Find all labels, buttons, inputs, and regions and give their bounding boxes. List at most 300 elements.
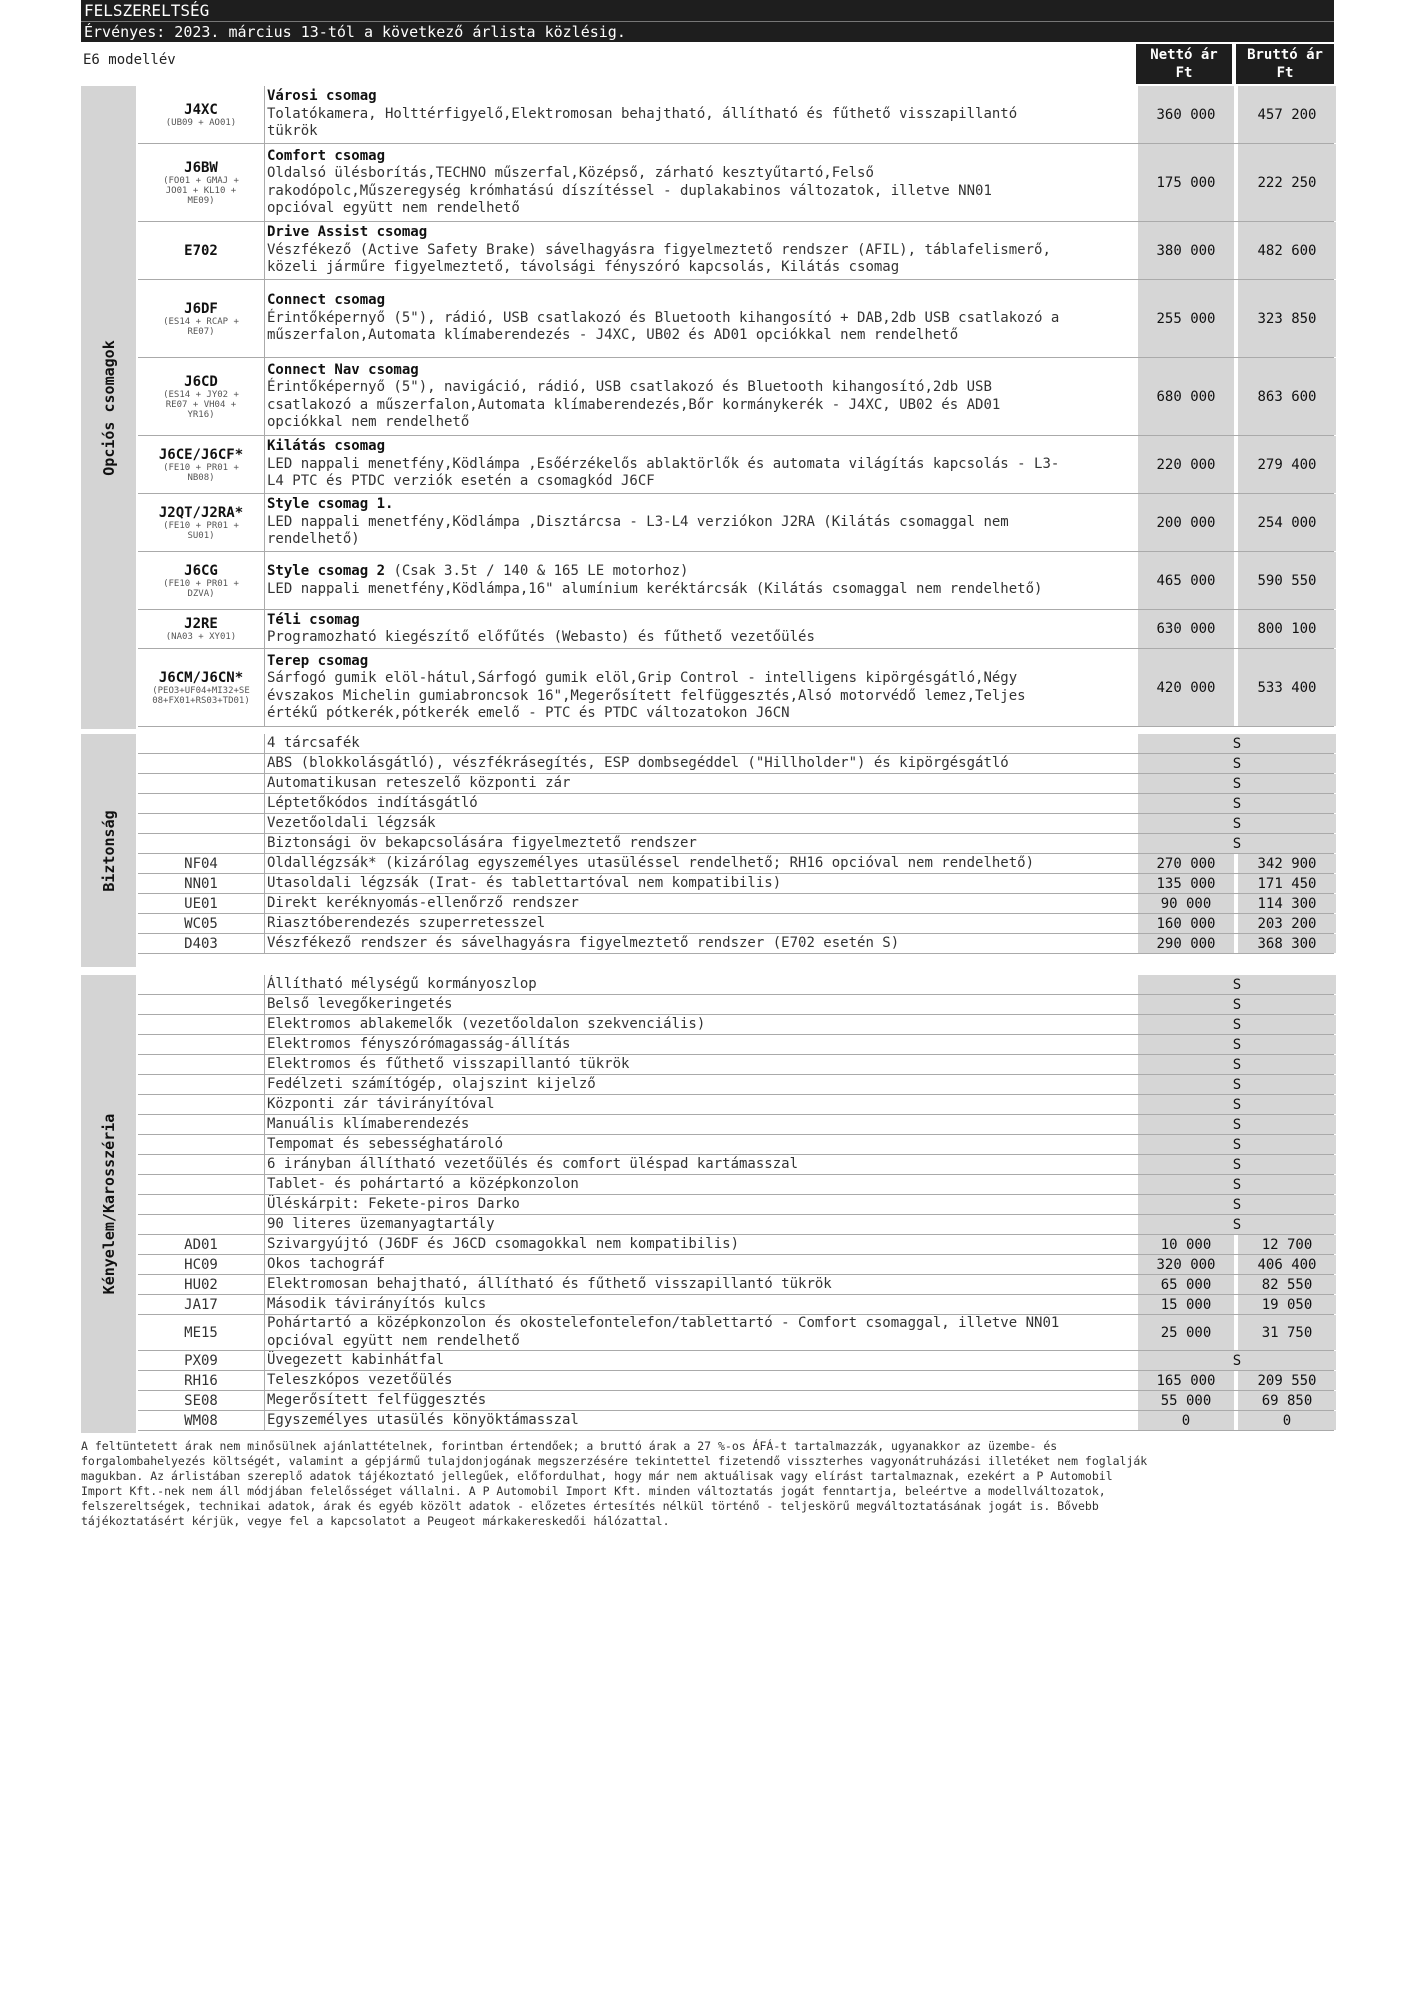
disclaimer-line: Import Kft.-nek nem áll módjában felelősséget vállalni. A P Automobil Import Kft. minden változtatás jogát fenntartja, beleértve a modellváltozatok, [81, 1484, 1106, 1498]
package-title: Városi csomag [267, 88, 377, 105]
package-title: Terep csomag [267, 652, 369, 669]
equipment-row [138, 734, 1334, 754]
package-description-line: évszakos Michelin gumiabroncsok 16",Megerősített felfüggesztés,Alsó motorvédő lemez,Teljes [267, 687, 1026, 704]
equipment-row [138, 914, 1334, 934]
package-code-cell [138, 144, 264, 221]
equipment-row [138, 1315, 1334, 1351]
equipment-description-line: Szivargyújtó (J6DF és J6CD csomagokkal nem kompatibilis) [267, 1235, 740, 1252]
disclaimer-line: felszereltségek, technikai adatok, árak és egyéb közölt adatok - előzetes értesítés nélkül történő - teljeskörű megváltoztatásának jogát is. Bővebb [81, 1499, 1099, 1513]
package-components: NB08) [187, 472, 215, 483]
section-label: Biztonság [99, 809, 118, 892]
option-code [138, 975, 264, 994]
package-row [138, 610, 1334, 649]
disclaimer-line: forgalombahelyezés költségét, valamint a gépjármű tulajdonjogának megszerzésére tekintettel fizetendő visszterhes vagyonátruházási illetéket nem foglalják [81, 1454, 1148, 1468]
net-price: 270 000 [1138, 854, 1234, 873]
package-code-cell [138, 280, 264, 357]
package-description-line: L4 PTC és PTDC verziók esetén a csomagkód J6CF [267, 473, 655, 490]
equipment-description [264, 794, 1137, 813]
equipment-description [264, 894, 1137, 913]
section-label-box [81, 86, 136, 729]
equipment-row [138, 1295, 1334, 1315]
standard-mark: S [1138, 1351, 1336, 1370]
net-price: 55 000 [1138, 1391, 1234, 1410]
equipment-row [138, 1055, 1334, 1075]
net-header-line1: Nettó ár [1150, 47, 1218, 63]
package-code-cell [138, 649, 264, 726]
gross-price: 590 550 [1238, 552, 1336, 609]
package-description-line: tükrök [267, 123, 318, 140]
option-code [138, 1055, 264, 1074]
equipment-description [264, 1015, 1137, 1034]
package-components: SU01) [187, 530, 215, 541]
package-components: (ES14 + JY02 + [163, 389, 239, 400]
equipment-description-line: Vezetőoldali légzsák [267, 814, 436, 831]
package-row [138, 649, 1334, 727]
package-code: J6CG [184, 562, 218, 579]
package-code: J6CM/J6CN* [158, 669, 244, 686]
standard-mark: S [1138, 1035, 1336, 1054]
net-price: 380 000 [1138, 222, 1234, 279]
standard-mark: S [1138, 814, 1336, 833]
package-description-line: műszerfalon,Automata klímaberendezés - J4XC, UB02 és AD01 opciókkal nem rendelhető [267, 327, 959, 344]
equipment-description-line: opcióval együtt nem rendelhető [267, 1332, 520, 1349]
equipment-description [264, 1115, 1137, 1134]
option-code [138, 1095, 264, 1114]
package-description-line: LED nappali menetfény,Ködlámpa,16" alumínium keréktárcsák (Kilátás csomaggal nem rendelhető) [267, 580, 1043, 597]
option-code: UE01 [184, 895, 218, 912]
package-row [138, 494, 1334, 552]
section-label-box [81, 975, 136, 1433]
package-code: J6BW [184, 159, 218, 176]
equipment-description-line: Okos tachográf [267, 1255, 386, 1272]
equipment-description [264, 975, 1137, 994]
gross-price: 254 000 [1238, 494, 1336, 551]
package-description-line: Érintőképernyő (5"), navigáció, rádió, USB csatlakozó és Bluetooth kihangosító,2db USB [267, 379, 992, 395]
option-code [138, 1035, 264, 1054]
equipment-description [264, 1295, 1137, 1314]
package-components: (FO01 + GMAJ + [163, 175, 239, 186]
equipment-description [264, 1035, 1137, 1054]
gross-price: 19 050 [1238, 1295, 1336, 1314]
equipment-row [138, 1411, 1334, 1431]
page-title: FELSZERELTSÉG [84, 1, 210, 20]
package-title-line [267, 653, 1137, 671]
package-row [138, 552, 1334, 610]
equipment-description-line: 6 irányban állítható vezetőülés és comfort üléspad kartámasszal [267, 1155, 799, 1172]
equipment-description [264, 1411, 1137, 1430]
equipment-row [138, 1155, 1334, 1175]
package-title: Style csomag 1. [267, 496, 394, 513]
section-label: Opciós csomagok [99, 339, 118, 476]
equipment-row [138, 894, 1334, 914]
option-code: D403 [184, 935, 218, 952]
package-title: Drive Assist csomag [267, 224, 428, 241]
package-description [264, 280, 1137, 357]
net-price: 200 000 [1138, 494, 1234, 551]
option-code [138, 834, 264, 853]
header-bar [81, 0, 1334, 42]
gross-price: 171 450 [1238, 874, 1336, 893]
package-description-line: Vészfékező (Active Safety Brake) sávelhagyásra figyelmeztető rendszer (AFIL), táblafelismerő, [267, 241, 1051, 258]
equipment-row [138, 1175, 1334, 1195]
standard-mark: S [1138, 1175, 1336, 1194]
package-description-line: rendelhető) [267, 531, 360, 548]
equipment-row [138, 1215, 1334, 1235]
equipment-row [138, 1095, 1334, 1115]
equipment-description-line: Manuális klímaberendezés [267, 1115, 470, 1132]
gross-price: 323 850 [1238, 280, 1336, 357]
package-components: ME09) [187, 195, 215, 206]
gross-price: 863 600 [1238, 358, 1336, 435]
package-code-cell [138, 552, 264, 609]
package-description-line: Érintőképernyő (5"), rádió, USB csatlakozó és Bluetooth kihangosító + DAB,2db USB csatlakozó a [267, 309, 1060, 326]
gross-header-line2: Ft [1276, 65, 1294, 81]
option-code: WM08 [184, 1412, 218, 1429]
equipment-description-line: Utasoldali légzsák (Irat- és tablettartóval nem kompatibilis) [267, 874, 782, 891]
equipment-description-line: Állítható mélységű kormányoszlop [267, 975, 537, 992]
equipment-description-line: Elektromosan behajtható, állítható és fűthető visszapillantó tükrök [267, 1275, 832, 1292]
equipment-row [138, 995, 1334, 1015]
package-row [138, 222, 1334, 280]
equipment-description [264, 854, 1137, 873]
package-components: (NA03 + XY01) [165, 632, 237, 642]
disclaimer-line: tájékoztatásért kérjük, vegye fel a kapcsolatot a Peugeot márkakereskedői hálózattal. [81, 1514, 670, 1528]
equipment-description [264, 1075, 1137, 1094]
package-description [264, 144, 1137, 221]
equipment-description-line: Riasztóberendezés szuperretesszel [267, 914, 546, 931]
package-description-line: csatlakozó a műszerfalon,Automata klímaberendezés,Bőr kormánykerék - J4XC, UB02 és AD01 [267, 396, 1001, 413]
equipment-description [264, 874, 1137, 893]
equipment-description [264, 1155, 1137, 1174]
equipment-description-line: Elektromos és fűthető visszapillantó tükrök [267, 1055, 630, 1072]
option-code [138, 754, 264, 773]
package-components: (PEO3+UF04+MI32+SE [152, 685, 250, 696]
package-description [264, 358, 1137, 435]
option-code: NF04 [184, 855, 218, 872]
standard-mark: S [1138, 1055, 1336, 1074]
net-price: 15 000 [1138, 1295, 1234, 1314]
standard-mark: S [1138, 774, 1336, 793]
equipment-row [138, 1371, 1334, 1391]
package-description [264, 494, 1137, 551]
package-components: 08+FX01+RS03+TD01) [152, 695, 250, 706]
package-code-cell [138, 494, 264, 551]
package-description-line: opciókkal nem rendelhető [267, 414, 470, 430]
package-components: RE07 + VH04 + [165, 399, 237, 410]
equipment-description-line: Léptetőkódos indításgátló [267, 794, 478, 811]
package-title: Style csomag 2 [267, 563, 386, 579]
equipment-description-line: Automatikusan reteszelő központi zár [267, 774, 571, 791]
equipment-row [138, 1391, 1334, 1411]
equipment-description-line: Központi zár távirányítóval [267, 1095, 495, 1112]
package-components: (FE10 + PR01 + [163, 462, 239, 473]
package-description-line: opcióval együtt nem rendelhető [267, 200, 520, 216]
equipment-description [264, 914, 1137, 933]
equipment-description [264, 1055, 1137, 1074]
gross-price: 69 850 [1238, 1391, 1336, 1410]
option-code [138, 995, 264, 1014]
option-code [138, 794, 264, 813]
net-price: 255 000 [1138, 280, 1234, 357]
net-price: 25 000 [1138, 1315, 1234, 1350]
package-description [264, 86, 1137, 143]
standard-mark: S [1138, 794, 1336, 813]
package-code-cell [138, 436, 264, 493]
equipment-description [264, 1255, 1137, 1274]
equipment-row [138, 975, 1334, 995]
equipment-description [264, 995, 1137, 1014]
package-code-cell [138, 610, 264, 648]
net-price: 290 000 [1138, 934, 1234, 953]
package-title: Téli csomag [267, 611, 360, 628]
standard-mark: S [1138, 1075, 1336, 1094]
equipment-description [264, 1315, 1137, 1350]
option-code [138, 1155, 264, 1174]
package-title-line [267, 224, 1137, 242]
package-components: (FE10 + PR01 + [163, 520, 239, 531]
section-label: Kényelem/Karosszéria [99, 1113, 118, 1295]
package-description [264, 436, 1137, 493]
equipment-description-line: Teleszkópos vezetőülés [267, 1371, 453, 1388]
equipment-description [264, 774, 1137, 793]
package-code: J6DF [184, 300, 218, 317]
equipment-row [138, 1135, 1334, 1155]
equipment-row [138, 934, 1334, 954]
gross-price: 114 300 [1238, 894, 1336, 913]
package-row [138, 358, 1334, 436]
equipment-description [264, 754, 1137, 773]
package-description-line: közeli járműre figyelmeztető, távolsági fényszóró kapcsolás, Kilátás csomag [267, 259, 900, 276]
model-year: E6 modellév [83, 52, 176, 68]
disclaimer-line: magukban. Az árlistában szereplő adatok tájékoztató jellegűek, előfordulhat, hogy már nem aktuálisak vagy elírást tartalmaznak, ezekért a P Automobil [81, 1469, 1113, 1483]
equipment-description [264, 1391, 1137, 1410]
equipment-description [264, 1195, 1137, 1214]
equipment-description [264, 1351, 1137, 1370]
option-code: PX09 [184, 1352, 218, 1369]
equipment-row [138, 1235, 1334, 1255]
gross-price: 0 [1238, 1411, 1336, 1430]
package-code: J4XC [184, 101, 218, 118]
package-title-line [267, 612, 1137, 630]
net-price-header [1136, 44, 1232, 84]
equipment-description [264, 1175, 1137, 1194]
option-code [138, 814, 264, 833]
equipment-row [138, 794, 1334, 814]
net-price: 630 000 [1138, 610, 1234, 648]
net-header-line2: Ft [1175, 65, 1193, 81]
gross-price: 12 700 [1238, 1235, 1336, 1254]
equipment-row [138, 1115, 1334, 1135]
package-code: J6CD [184, 373, 218, 390]
equipment-description-line: Üléskárpit: Fekete-piros Darko [267, 1195, 520, 1212]
package-row [138, 280, 1334, 358]
option-code: ME15 [184, 1324, 218, 1341]
equipment-description [264, 1275, 1137, 1294]
package-description-line: LED nappali menetfény,Ködlámpa ,Esőérzékelős ablaktörlők és automata világítás kapcsolás - L3- [267, 455, 1060, 472]
net-price: 320 000 [1138, 1255, 1234, 1274]
package-description [264, 552, 1137, 609]
net-price: 680 000 [1138, 358, 1234, 435]
section-label-box [81, 734, 136, 967]
net-price: 165 000 [1138, 1371, 1234, 1390]
gross-price: 457 200 [1238, 86, 1336, 143]
equipment-description-line: Vészfékező rendszer és sávelhagyásra figyelmeztető rendszer (E702 esetén S) [267, 934, 900, 951]
equipment-description [264, 1235, 1137, 1254]
net-price: 465 000 [1138, 552, 1234, 609]
equipment-row [138, 1075, 1334, 1095]
package-title-line [267, 496, 1137, 514]
equipment-row [138, 754, 1334, 774]
package-title-note: (Csak 3.5t / 140 & 165 LE motorhoz) [385, 563, 689, 579]
disclaimer [81, 1439, 1341, 1529]
equipment-description [264, 934, 1137, 953]
package-code: J2RE [184, 616, 218, 632]
disclaimer-line: A feltüntetett árak nem minősülnek ajánlattételnek, forintban értendőek; a bruttó árak a 27 %-os ÁFÁ-t tartalmazzák, ugyanakkor az üzembe- és [81, 1439, 1058, 1453]
package-title: Connect Nav csomag [267, 361, 419, 378]
equipment-description-line: Második távirányítós kulcs [267, 1295, 487, 1312]
equipment-description [264, 814, 1137, 833]
package-components: (ES14 + RCAP + [163, 316, 239, 327]
net-price: 220 000 [1138, 436, 1234, 493]
equipment-description-line: 4 tárcsafék [267, 734, 360, 751]
equipment-description-line: Tablet- és pohártartó a középkonzolon [267, 1175, 579, 1192]
package-title: Connect csomag [267, 292, 386, 309]
package-code-cell [138, 358, 264, 435]
package-description-line: rakodópolc,Műszeregység krómhatású díszítéssel - duplakabinos változatok, illetve NN01 [267, 182, 992, 199]
section-comfort-body [81, 975, 1334, 1433]
net-price: 65 000 [1138, 1275, 1234, 1294]
package-row [138, 436, 1334, 494]
equipment-description-line: Egyszemélyes utasülés könyöktámasszal [267, 1411, 579, 1428]
package-components: YR16) [187, 409, 215, 420]
package-title-line [267, 563, 1137, 581]
gross-price: 279 400 [1238, 436, 1336, 493]
option-code [138, 1015, 264, 1034]
equipment-description [264, 834, 1137, 853]
standard-mark: S [1138, 975, 1336, 994]
package-title-line [267, 88, 1137, 106]
equipment-row [138, 1035, 1334, 1055]
standard-mark: S [1138, 995, 1336, 1014]
option-code [138, 774, 264, 793]
equipment-description-line: ABS (blokkolásgátló), vészfékrásegítés, ESP dombsegéddel ("Hillholder") és kipörgésgátló [267, 754, 1009, 771]
section-optional-packages [81, 86, 1334, 729]
option-code [138, 1175, 264, 1194]
standard-mark: S [1138, 1135, 1336, 1154]
equipment-row [138, 1275, 1334, 1295]
package-components: JO01 + KL10 + [165, 185, 237, 196]
equipment-row [138, 1351, 1334, 1371]
equipment-description-line: Tempomat és sebességhatároló [267, 1135, 504, 1152]
option-code: WC05 [184, 915, 218, 932]
gross-price: 209 550 [1238, 1371, 1336, 1390]
option-code: NN01 [184, 875, 218, 892]
package-code-cell [138, 86, 264, 143]
standard-mark: S [1138, 834, 1336, 853]
package-row [138, 144, 1334, 222]
package-code: J2QT/J2RA* [158, 504, 244, 521]
equipment-description [264, 1371, 1137, 1390]
package-components: DZVA) [187, 588, 215, 599]
standard-mark: S [1138, 734, 1336, 753]
equipment-description-line: Üvegezett kabinhátfal [267, 1351, 445, 1368]
package-components: (FE10 + PR01 + [163, 578, 239, 589]
option-code [138, 1135, 264, 1154]
net-price: 175 000 [1138, 144, 1234, 221]
equipment-description-line: Oldallégzsák* (kizárólag egyszemélyes utasüléssel rendelhető; RH16 opcióval nem rendelhető) [267, 854, 1035, 871]
package-description-line: Tolatókamera, Holttérfigyelő,Elektromosan behajtható, állítható és fűthető visszapillantó [267, 105, 1018, 122]
validity-text: Érvényes: 2023. március 13-tól a következő árlista közlésig. [81, 21, 1334, 42]
equipment-row [138, 1255, 1334, 1275]
equipment-row [138, 1015, 1334, 1035]
standard-mark: S [1138, 754, 1336, 773]
gross-price: 368 300 [1238, 934, 1336, 953]
equipment-description [264, 734, 1137, 753]
package-description-line: Sárfogó gumik elöl-hátul,Sárfogó gumik elöl,Grip Control - intelligens kipörgésgátló,Négy [267, 670, 1018, 686]
package-title-line [267, 362, 1137, 380]
package-row [138, 86, 1334, 144]
option-code [138, 1075, 264, 1094]
option-code [138, 734, 264, 753]
standard-mark: S [1138, 1155, 1336, 1174]
gross-header-line1: Bruttó ár [1247, 47, 1323, 63]
package-code: E702 [184, 242, 218, 259]
section-safety [81, 734, 1334, 967]
equipment-description-line: Biztonsági öv bekapcsolására figyelmeztető rendszer [267, 834, 697, 851]
equipment-description-line: Pohártartó a középkonzolon és okostelefontelefon/tablettartó - Comfort csomaggal, illetve NN01 [267, 1315, 1060, 1331]
gross-price: 82 550 [1238, 1275, 1336, 1294]
equipment-description [264, 1095, 1137, 1114]
gross-price: 31 750 [1238, 1315, 1336, 1350]
option-code: RH16 [184, 1372, 218, 1389]
equipment-description-line: Fedélzeti számítógép, olajszint kijelző [267, 1075, 596, 1092]
option-code: SE08 [184, 1392, 218, 1409]
equipment-row [138, 854, 1334, 874]
gross-price: 203 200 [1238, 914, 1336, 933]
standard-mark: S [1138, 1095, 1336, 1114]
package-components: RE07) [187, 326, 215, 337]
package-components: (UB09 + AO01) [165, 117, 237, 128]
equipment-row [138, 814, 1334, 834]
option-code: JA17 [184, 1296, 218, 1313]
net-price: 90 000 [1138, 894, 1234, 913]
standard-mark: S [1138, 1015, 1336, 1034]
package-title: Comfort csomag [267, 147, 386, 164]
equipment-description-line: 90 literes üzemanyagtartály [267, 1215, 495, 1232]
package-title-line [267, 292, 1137, 310]
equipment-row [138, 834, 1334, 854]
package-code-cell [138, 222, 264, 279]
option-code: HU02 [184, 1276, 218, 1293]
standard-mark: S [1138, 1195, 1336, 1214]
package-description-line: értékű pótkerék,pótkerék emelő - PTC és PTDC változatokon J6CN [267, 705, 790, 721]
equipment-description-line: Megerősített felfüggesztés [267, 1391, 487, 1408]
package-title: Kilátás csomag [267, 438, 386, 455]
net-price: 160 000 [1138, 914, 1234, 933]
gross-price: 482 600 [1238, 222, 1336, 279]
gross-price: 222 250 [1238, 144, 1336, 221]
gross-price-header [1236, 44, 1334, 84]
equipment-row [138, 874, 1334, 894]
gross-price: 800 100 [1238, 610, 1336, 648]
equipment-description-line: Direkt keréknyomás-ellenőrző rendszer [267, 894, 579, 911]
package-code: J6CE/J6CF* [158, 446, 244, 463]
option-code [138, 1215, 264, 1234]
gross-price: 406 400 [1238, 1255, 1336, 1274]
option-code: HC09 [184, 1256, 218, 1273]
package-description [264, 649, 1137, 726]
standard-mark: S [1138, 1115, 1336, 1134]
